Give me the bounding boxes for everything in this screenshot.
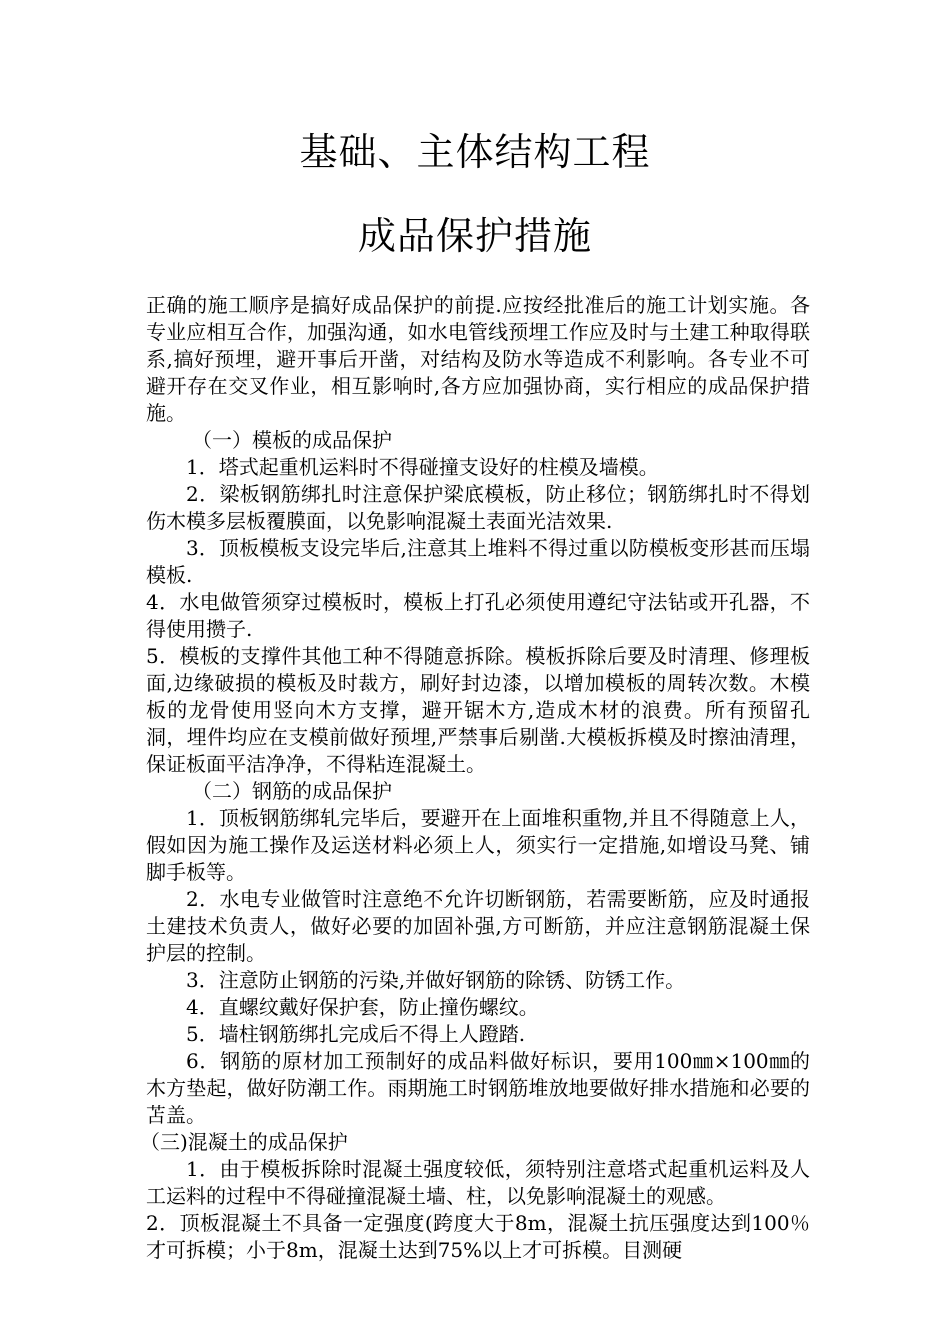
formwork-item-4: 4．水电做管须穿过模板时，模板上打孔必须使用遵纪守法钻或开孔器，不得使用攒子. (146, 590, 810, 641)
rebar-item-4: 4．直螺纹戴好保护套，防止撞伤螺纹。 (186, 995, 539, 1019)
section-heading-concrete: （三)混凝土的成品保护 (140, 1130, 348, 1154)
rebar-item-6: 6．钢筋的原材加工预制好的成品料做好标识，要用100㎜×100㎜的木方垫起，做好防潮工作。雨期施工时钢筋堆放地要做好排水措施和必要的苫盖。 (146, 1049, 810, 1127)
section-heading-formwork: （一）模板的成品保护 (192, 428, 392, 452)
formwork-item-5: 5．模板的支撑件其他工种不得随意拆除。模板拆除后要及时清理、修理板面,边缘破损的模板及时裁方，刷好封边漆，以增加模板的周转次数。木模板的龙骨使用竖向木方支撑，避开锯木方,造成木材的浪费。所有预留孔洞，埋件均应在支模前做好预埋,严禁事后剔凿.大模板拆模及时擦油清理，保证板面平洁净净，不得粘连混凝土。 (146, 644, 810, 776)
document-title-line2: 成品保护措施 (357, 214, 592, 258)
formwork-item-3: 3．顶板模板支设完毕后,注意其上堆料不得过重以防模板变形甚而压塌模板. (146, 536, 810, 587)
document-body (140, 292, 810, 1264)
formwork-item-1: 1．塔式起重机运料时不得碰撞支设好的柱模及墙模。 (186, 455, 659, 479)
rebar-item-1: 1．顶板钢筋绑轧完毕后，要避开在上面堆积重物,并且不得随意上人，假如因为施工操作及运送材料必须上人，须实行一定措施,如增设马凳、铺脚手板等。 (146, 806, 810, 884)
concrete-item-1: 1．由于模板拆除时混凝土强度较低，须特别注意塔式起重机运料及人工运料的过程中不得碰撞混凝土墙、柱，以免影响混凝土的观感。 (146, 1157, 810, 1208)
rebar-item-3: 3．注意防止钢筋的污染,并做好钢筋的除锈、防锈工作。 (186, 968, 686, 992)
document-title-line1: 基础、主体结构工程 (299, 130, 651, 174)
rebar-item-2: 2．水电专业做管时注意绝不允许切断钢筋，若需要断筋，应及时通报土建技术负责人，做好必要的加固补强,方可断筋，并应注意钢筋混凝土保护层的控制。 (146, 887, 810, 965)
rebar-item-5: 5．墙柱钢筋绑扎完成后不得上人蹬踏. (186, 1022, 526, 1046)
section-heading-rebar: （二）钢筋的成品保护 (192, 779, 392, 803)
concrete-item-2: 2．顶板混凝土不具备一定强度(跨度大于8m，混凝土抗压强度达到100％才可拆模；小于8m，混凝土达到75%以上才可拆模。目测硬 (146, 1211, 810, 1262)
formwork-item-2: 2．梁板钢筋绑扎时注意保护梁底模板，防止移位；钢筋绑扎时不得划伤木模多层板覆膜面，以免影响混凝土表面光洁效果. (146, 482, 810, 533)
intro-paragraph: 正确的施工顺序是搞好成品保护的前提.应按经批准后的施工计划实施。各专业应相互合作，加强沟通，如水电管线预埋工作应及时与土建工种取得联系,搞好预埋，避开事后开凿，对结构及防水等造成不利影响。各专业不可避开存在交叉作业，相互影响时,各方应加强协商，实行相应的成品保护措施。 (146, 293, 810, 425)
